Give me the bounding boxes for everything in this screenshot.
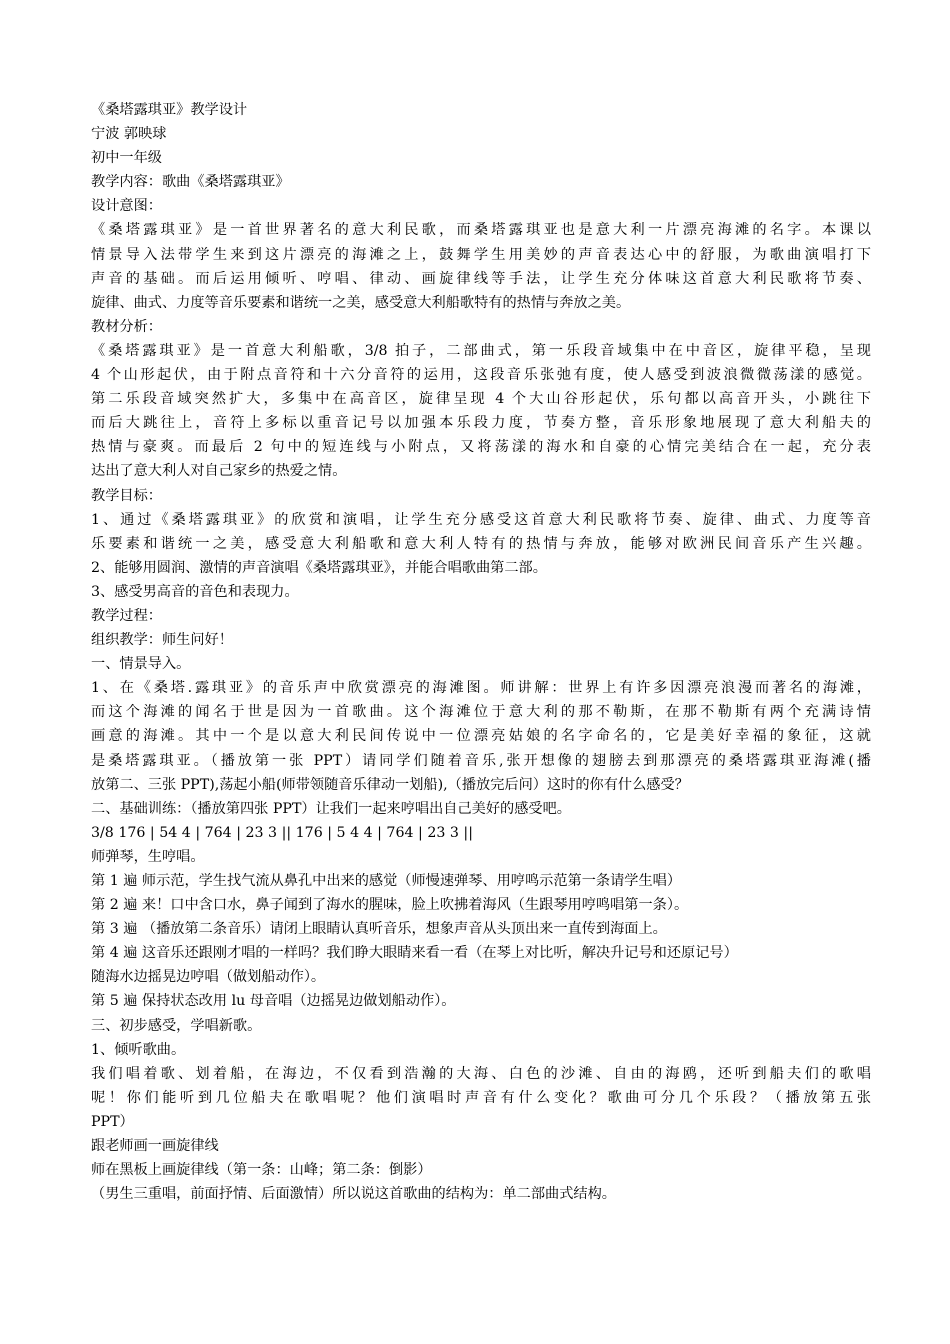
- text-line: 第 2 遍 来！口中含口水，鼻子闻到了海水的腥味，脸上吹拂着海风（生跟琴用哼鸣唱第一条）。: [91, 897, 689, 914]
- text-line: 而后大跳往上，音符上多标以重音记号以加强本乐段力度，节奏方整，音乐形象地展现了意大利船夫的: [91, 415, 871, 432]
- text-line: 设计意图：: [91, 198, 162, 215]
- document-page: [91, 98, 871, 1206]
- text-line: 1、倾听歌曲。: [91, 1041, 186, 1058]
- text-line: 画意的海滩。其中一个是以意大利民间传说中一位漂亮姑娘的名字命名的，它是美好幸福的象征，这就: [91, 728, 871, 745]
- text-line: 呢！你们能听到几位船夫在歌唱呢？他们演唱时声音有什么变化？歌曲可分几个乐段？（播放第五张: [91, 1089, 871, 1106]
- text-line: 师在黑板上画旋律线（第一条：山峰；第二条：倒影）: [91, 1162, 432, 1179]
- text-line: 二、基础训练：（播放第四张 PPT）让我们一起来哼唱出自己美好的感受吧。: [91, 800, 571, 817]
- text-line: 旋律、曲式、力度等音乐要素和谐统一之美，感受意大利船歌特有的热情与奔放之美。: [91, 294, 631, 311]
- text-line: 教学内容：歌曲《桑塔露琪亚》: [91, 174, 290, 191]
- text-line: 1、在《桑塔.露琪亚》的音乐声中欣赏漂亮的海滩图。师讲解：世界上有许多因漂亮浪漫而著名的海滩，: [91, 680, 871, 697]
- text-line: 宁波 郭映球: [91, 126, 167, 143]
- text-line: 教材分析：: [91, 318, 162, 335]
- text-line: 第二乐段音域突然扩大，多集中在高音区，旋律呈现 4 个大山谷形起伏，乐句都以高音开头，小跳往下: [91, 391, 871, 408]
- text-line: 三、初步感受，学唱新歌。: [91, 1017, 262, 1034]
- text-line: 师弹琴，生哼唱。: [91, 848, 205, 865]
- text-line: 3、感受男高音的音色和表现力。: [91, 583, 299, 600]
- text-line: 而这个海滩的闻名于世是因为一首歌曲。这个海滩位于意大利的那不勒斯，在那不勒斯有两个充满诗情: [91, 704, 871, 721]
- text-line: 是桑塔露琪亚。（播放第一张 PPT）请同学们随着音乐,张开想像的翅膀去到那漂亮的桑塔露琪亚海滩(播: [91, 752, 871, 769]
- text-line: 随海水边摇晃边哼唱（做划船动作）。: [91, 969, 326, 986]
- text-line: （男生三重唱，前面抒情、后面激情）所以说这首歌曲的结构为：单二部曲式结构。: [91, 1186, 616, 1203]
- text-line: 情景导入法带学生来到这片漂亮的海滩之上，鼓舞学生用美妙的声音表达心中的舒服，为歌曲演唱打下: [91, 246, 871, 263]
- text-line: 我们唱着歌、划着船，在海边，不仅看到浩瀚的大海、白色的沙滩、自由的海鸥，还听到船夫们的歌唱: [91, 1065, 871, 1082]
- text-line: 第 3 遍 （播放第二条音乐）请闭上眼睛认真听音乐，想象声音从头顶出来一直传到海面上。: [91, 921, 667, 938]
- text-line: 教学目标：: [91, 487, 162, 504]
- text-line: 教学过程：: [91, 607, 162, 624]
- text-line: 达出了意大利人对自己家乡的热爱之情。: [91, 463, 347, 480]
- text-line: 组织教学：师生问好！: [91, 632, 233, 649]
- text-line: 跟老师画一画旋律线: [91, 1138, 219, 1155]
- text-line: 《桑塔露琪亚》教学设计: [91, 102, 248, 118]
- text-line: 第 4 遍 这音乐还跟刚才唱的一样吗？我们睁大眼睛来看一看（在琴上对比听，解决升记号和还原记号）: [91, 945, 738, 962]
- text-line: 声音的基础。而后运用倾听、哼唱、律动、画旋律线等手法，让学生充分体味这首意大利民歌将节奏、: [91, 270, 871, 287]
- text-line: 初中一年级: [91, 150, 162, 167]
- text-line: 4 个山形起伏，由于附点音符和十六分音符的运用，这段音乐张弛有度，使人感受到波浪微微荡漾的感觉。: [91, 367, 871, 384]
- text-line: 1、通过《桑塔露琪亚》的欣赏和演唱，让学生充分感受这首意大利民歌将节奏、旋律、曲式、力度等音: [91, 511, 871, 528]
- text-line: 2、能够用圆润、激情的声音演唱《桑塔露琪亚》，并能合唱歌曲第二部。: [91, 559, 547, 576]
- text-line: 《桑塔露琪亚》是一首世界著名的意大利民歌，而桑塔露琪亚也是意大利一片漂亮海滩的名字。本课以: [91, 222, 871, 239]
- text-line: 《桑塔露琪亚》是一首意大利船歌，3/8 拍子，二部曲式，第一乐段音域集中在中音区，旋律平稳，呈现: [91, 342, 871, 359]
- text-line: 第 5 遍 保持状态改用 lu 母音唱（边摇晃边做划船动作）。: [91, 993, 456, 1010]
- text-line: PPT）: [91, 1113, 134, 1130]
- text-line: 热情与豪爽。而最后 2 句中的短连线与小附点，又将荡漾的海水和自豪的心情完美结合在一起，充分表: [91, 439, 871, 456]
- text-line: 3/8 176 | 54 4 | 764 | 23 3 || 176 | 5 4 4 | 764 | 23 3 ||: [91, 824, 473, 841]
- text-line: 一、情景导入。: [91, 656, 191, 673]
- text-line: 乐要素和谐统一之美，感受意大利船歌和意大利人特有的热情与奔放，能够对欧洲民间音乐产生兴趣。: [91, 535, 871, 552]
- text-line: 第 1 遍 师示范，学生找气流从鼻孔中出来的感觉（师慢速弹琴、用哼鸣示范第一条请学生唱）: [91, 873, 682, 889]
- text-line: 放第二、三张 PPT),荡起小船(师带领随音乐律动一划船),（播放完后问）这时的你有什么感受？: [91, 776, 689, 793]
